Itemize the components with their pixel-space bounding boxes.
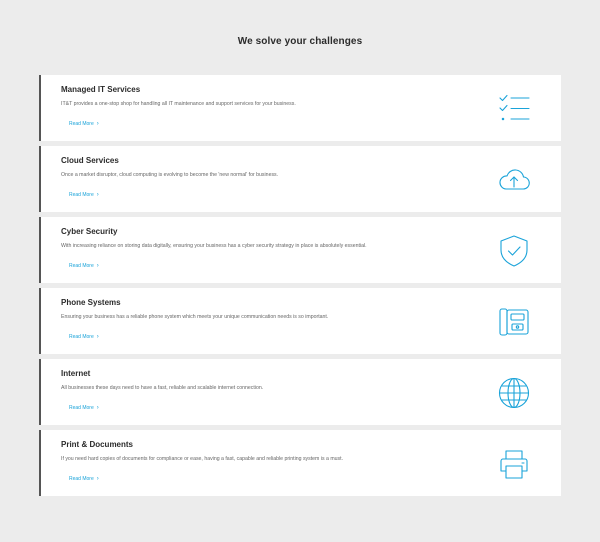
read-more-label: Read More <box>69 476 94 482</box>
chevron-right-icon: › <box>96 476 99 482</box>
shield-check-icon <box>497 234 531 268</box>
services-list <box>39 75 561 501</box>
service-description: All businesses these days need to have a fast, reliable and scalable internet connection. <box>61 385 264 391</box>
service-card-print-documents <box>39 430 561 496</box>
read-more-label: Read More <box>69 192 94 198</box>
read-more-link-internet[interactable] <box>69 405 99 411</box>
chevron-right-icon: › <box>96 334 99 340</box>
read-more-label: Read More <box>69 263 94 269</box>
read-more-link-cyber-security[interactable] <box>69 263 99 269</box>
service-description: With increasing reliance on storing data digitally, ensuring your business has a cyber security strategy in place is absolutely essential. <box>61 243 367 249</box>
service-card-managed-it <box>39 75 561 141</box>
read-more-link-cloud[interactable] <box>69 192 99 198</box>
chevron-right-icon: › <box>96 121 99 127</box>
printer-icon <box>497 447 531 481</box>
service-card-cyber-security <box>39 217 561 283</box>
service-title: Cloud Services <box>61 156 119 165</box>
service-title: Internet <box>61 369 91 378</box>
globe-icon <box>497 376 531 410</box>
desk-phone-icon <box>497 305 531 339</box>
read-more-link-phone-systems[interactable] <box>69 334 99 340</box>
cloud-upload-icon <box>497 163 531 197</box>
checklist-icon <box>497 92 531 126</box>
service-title: Managed IT Services <box>61 85 141 94</box>
service-description: Once a market disruptor, cloud computing is evolving to become the 'new normal' for business. <box>61 172 279 178</box>
service-description: Ensuring your business has a reliable phone system which meets your unique communication needs is so important. <box>61 314 329 320</box>
service-card-phone-systems <box>39 288 561 354</box>
chevron-right-icon: › <box>96 405 99 411</box>
service-title: Print & Documents <box>61 440 134 449</box>
read-more-label: Read More <box>69 405 94 411</box>
read-more-label: Read More <box>69 334 94 340</box>
service-card-internet <box>39 359 561 425</box>
read-more-link-managed-it[interactable] <box>69 121 99 127</box>
chevron-right-icon: › <box>96 192 99 198</box>
read-more-label: Read More <box>69 121 94 127</box>
service-title: Phone Systems <box>61 298 121 307</box>
service-title: Cyber Security <box>61 227 118 236</box>
chevron-right-icon: › <box>96 263 99 269</box>
service-description: If you need hard copies of documents for compliance or ease, having a fast, capable and reliable printing system is a must. <box>61 456 344 462</box>
service-description: IT&T provides a one-stop shop for handling all IT maintenance and support services for your business. <box>61 101 296 107</box>
read-more-link-print-documents[interactable] <box>69 476 99 482</box>
page-title: We solve your challenges <box>237 36 363 47</box>
service-card-cloud <box>39 146 561 212</box>
